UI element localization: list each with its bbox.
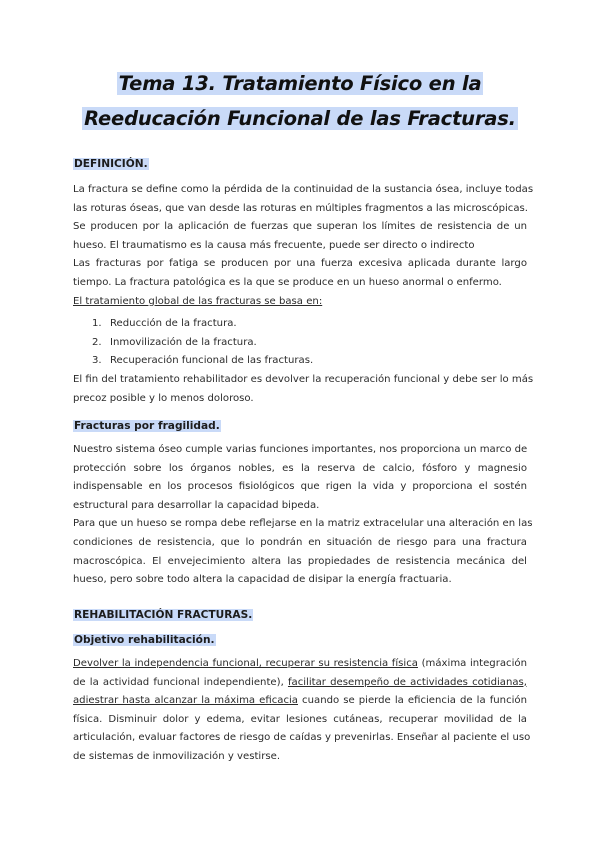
paragraph-definicion-fin: El fin del tratamiento rehabilitador es devolver la recuperación funcional y debe ser lo más precoz posible y lo menos doloroso. xyxy=(73,374,534,404)
list-item: 2. Inmovilización de la fractura. xyxy=(92,336,257,348)
treatment-list xyxy=(92,315,313,371)
document-title-line-1: Tema 13. Tratamiento Físico en la xyxy=(118,72,482,95)
paragraph-definicion-1: La fractura se define como la pérdida de la continuidad de la sustancia ósea, incluye todas las roturas óseas, que van desde las roturas en múltiples fragmentos a las microscópicas. Se producen por la aplicación de fuerzas que superan los límites de resistencia de un hueso. El traumatismo es la causa más frecuente, puede ser directo o indirecto Las fracturas por fatiga se producen por una fuerza excesiva aplicada durante largo tiempo. La fractura patológica es la que se produce en un hueso anormal o enfermo. El tratamiento global de las fracturas se basa en: xyxy=(73,184,534,307)
list-item: 3. Recuperación funcional de las fracturas. xyxy=(92,355,314,367)
section-heading-fragilidad: Fracturas por fragilidad. xyxy=(74,420,220,432)
list-item: 1. Reducción de la fractura. xyxy=(92,318,237,329)
list-intro: El tratamiento global de las fracturas se basa en: xyxy=(73,295,323,307)
subheading-objetivo: Objetivo rehabilitación. xyxy=(74,634,215,646)
document-title-line-2: Reeducación Funcional de las Fracturas. xyxy=(84,107,516,130)
section-heading-definicion: DEFINICIÓN. xyxy=(74,158,148,170)
paragraph-fragilidad: Nuestro sistema óseo cumple varias funciones importantes, nos proporciona un marco de protección sobre los órganos nobles, es la reserva de calcio, fósforo y magnesio indispensable en los procesos fisiológicos que rigen la vida y proporciona el sostén estructural para desarrollar la capacidad bipeda. Para que un hueso se rompa debe reflejarse en la matriz extracelular una alteración en las condiciones de resistencia, que lo pondrán en situación de riesgo para una fractura macroscópica. El envejecimiento altera las propiedades de resistencia mecánica del hueso, pero sobre todo altera la capacidad de disipar la energía fractuaria. xyxy=(73,444,533,586)
paragraph-objetivo: Devolver la independencia funcional, recuperar su resistencia física (máxima integración de la actividad funcional independiente), facilitar desempeño de actividades cotidianas, adiestrar hasta alcanzar la máxima eficacia cuando se pierde la eficiencia de la función física. Disminuir dolor y edema, evitar lesiones cutáneas, recuperar movilidad de la articulación, evaluar factores de riesgo de caídas y prevenirlas. Enseñar al paciente el uso de sistemas de inmovilización y vestirse. xyxy=(73,658,531,762)
section-heading-rehabilitacion: REHABILITACIÓN FRACTURAS. xyxy=(74,609,253,621)
